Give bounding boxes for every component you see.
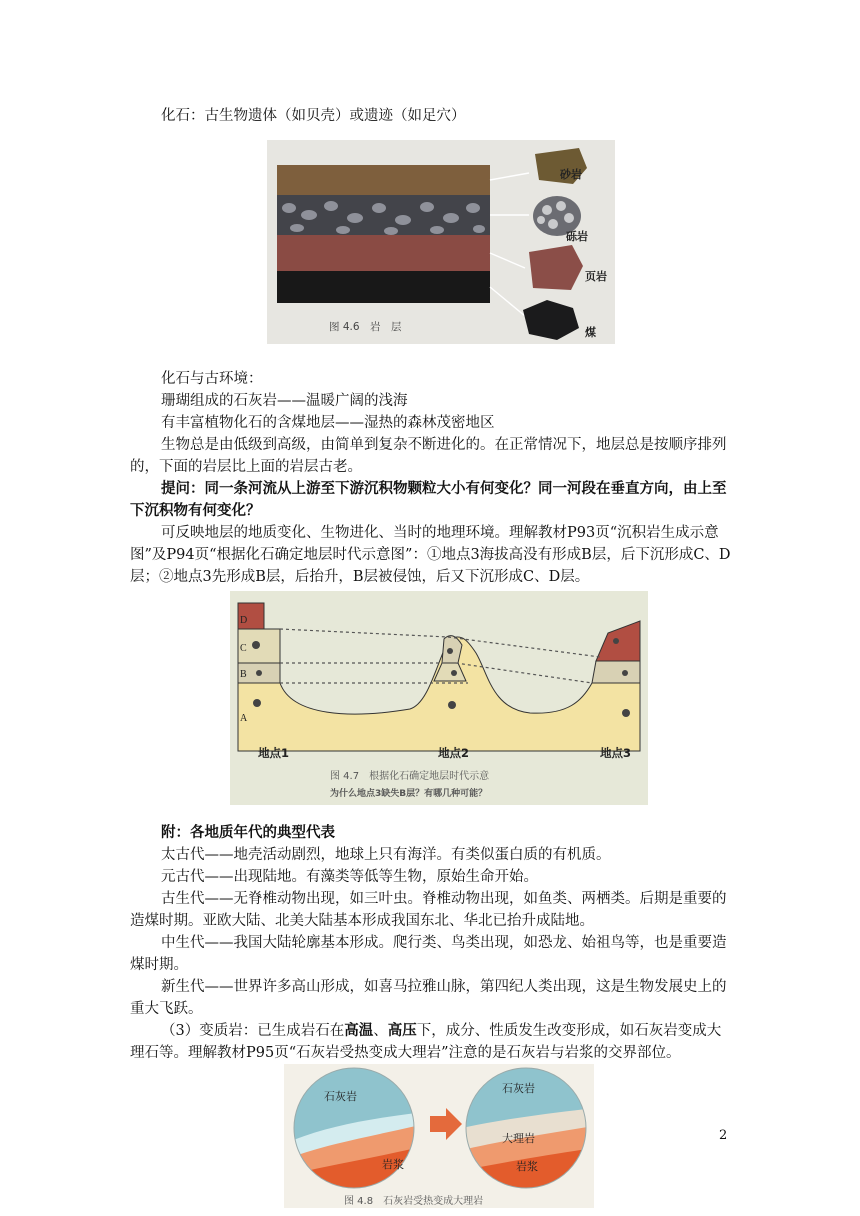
metamorphic-text-a: （3）变质岩：已生成岩石在 bbox=[161, 1023, 345, 1039]
layer-label-a: A bbox=[240, 713, 248, 724]
figure-46-caption: 图 4.6 岩 层 bbox=[329, 321, 402, 333]
right-magma-label: 岩浆 bbox=[516, 1160, 538, 1173]
paleozoic-paragraph: 古生代——无脊椎动物出现，如三叶虫。脊椎动物出现，如鱼类、两栖类。后期是重要的造煤时期。亚欧大陆、北美大陆基本形成我国东北、华北已抬升成陆地。 bbox=[130, 891, 727, 929]
question-paragraph: 提问：同一条河流从上游至下游沉积物颗粒大小有何变化？同一河段在垂直方向，由上至下沉积物有何变化？ bbox=[130, 480, 727, 519]
label-coal: 煤 bbox=[585, 326, 596, 339]
fossil-env-title: 化石与古环境： bbox=[161, 371, 263, 387]
site-label-2: 地点2 bbox=[438, 746, 470, 760]
site-label-1: 地点1 bbox=[258, 746, 290, 760]
appendix-title: 附：各地质年代的典型代表 bbox=[161, 824, 335, 841]
metamorphic-paragraph bbox=[130, 1020, 735, 1064]
evolution-paragraph: 生物总是由低级到高级，由简单到复杂不断进化的。在正常情况下，地层总是按顺序排列的，下面的岩层比上面的岩层古老。 bbox=[130, 437, 727, 475]
right-limestone-label: 石灰岩 bbox=[502, 1082, 535, 1095]
cenozoic-paragraph: 新生代——世界许多高山形成，如喜马拉雅山脉，第四纪人类出现，这是生物发展史上的重大飞跃。 bbox=[130, 979, 727, 1017]
figure-47-subcaption: 为什么地点3缺失B层？有哪几种可能？ bbox=[330, 789, 488, 799]
layer-label-d: D bbox=[240, 615, 248, 626]
metamorphic-high-temp: 高温 bbox=[344, 1022, 374, 1039]
figure-limestone-marble bbox=[284, 1064, 594, 1208]
left-limestone-label: 石灰岩 bbox=[324, 1090, 357, 1103]
figure-48-caption: 图 4.8 石灰岩受热变成大理岩 bbox=[344, 1196, 484, 1207]
archean-line: 太古代——地壳活动剧烈，地球上只有海洋。有类似蛋白质的有机质。 bbox=[161, 847, 611, 863]
label-shale: 页岩 bbox=[585, 270, 607, 283]
reflect-paragraph: 可反映地层的地质变化、生物进化、当时的地理环境。理解教材P93页“沉积岩生成示意图”及P94页“根据化石确定地层时代示意图”：①地点3海拔高没有形成B层，后下沉形成C、D层；②地点3先形成B层，后抬升，B层被侵蚀，后又下沉形成C、D层。 bbox=[130, 525, 731, 585]
coal-plants-line: 有丰富植物化石的含煤地层——湿热的森林茂密地区 bbox=[161, 415, 495, 431]
figure-47-caption: 图 4.7 根据化石确定地层时代示意 bbox=[330, 771, 490, 782]
site-label-3: 地点3 bbox=[600, 746, 632, 760]
layer-label-c: C bbox=[240, 643, 247, 654]
label-sandstone: 砂岩 bbox=[560, 168, 582, 181]
fossil-definition: 化石：古生物遗体（如贝壳）或遗迹（如足穴） bbox=[161, 108, 466, 124]
figure-strata-dating bbox=[230, 591, 648, 805]
metamorphic-separator: 、 bbox=[373, 1023, 388, 1039]
metamorphic-high-pressure: 高压 bbox=[387, 1022, 417, 1039]
proterozoic-line: 元古代——出现陆地。有藻类等低等生物，原始生命开始。 bbox=[161, 869, 538, 885]
layer-label-b: B bbox=[240, 669, 247, 680]
label-conglomerate: 砾岩 bbox=[566, 230, 588, 243]
figure-rock-layers bbox=[267, 140, 615, 344]
metamorphic-text-c: 下，成分、性质发生改变形成，如石灰岩变成大理石等。理解教材P95页“石灰岩受热变成大理岩”注意的是石灰岩与岩浆的交界部位。 bbox=[130, 1023, 722, 1061]
page-number: 2 bbox=[719, 1128, 728, 1143]
coral-line: 珊瑚组成的石灰岩——温暖广阔的浅海 bbox=[161, 393, 408, 409]
mesozoic-paragraph: 中生代——我国大陆轮廓基本形成。爬行类、鸟类出现，如恐龙、始祖鸟等，也是重要造煤时期。 bbox=[130, 935, 727, 973]
right-marble-label: 大理岩 bbox=[502, 1132, 535, 1145]
left-magma-label: 岩浆 bbox=[382, 1158, 404, 1171]
